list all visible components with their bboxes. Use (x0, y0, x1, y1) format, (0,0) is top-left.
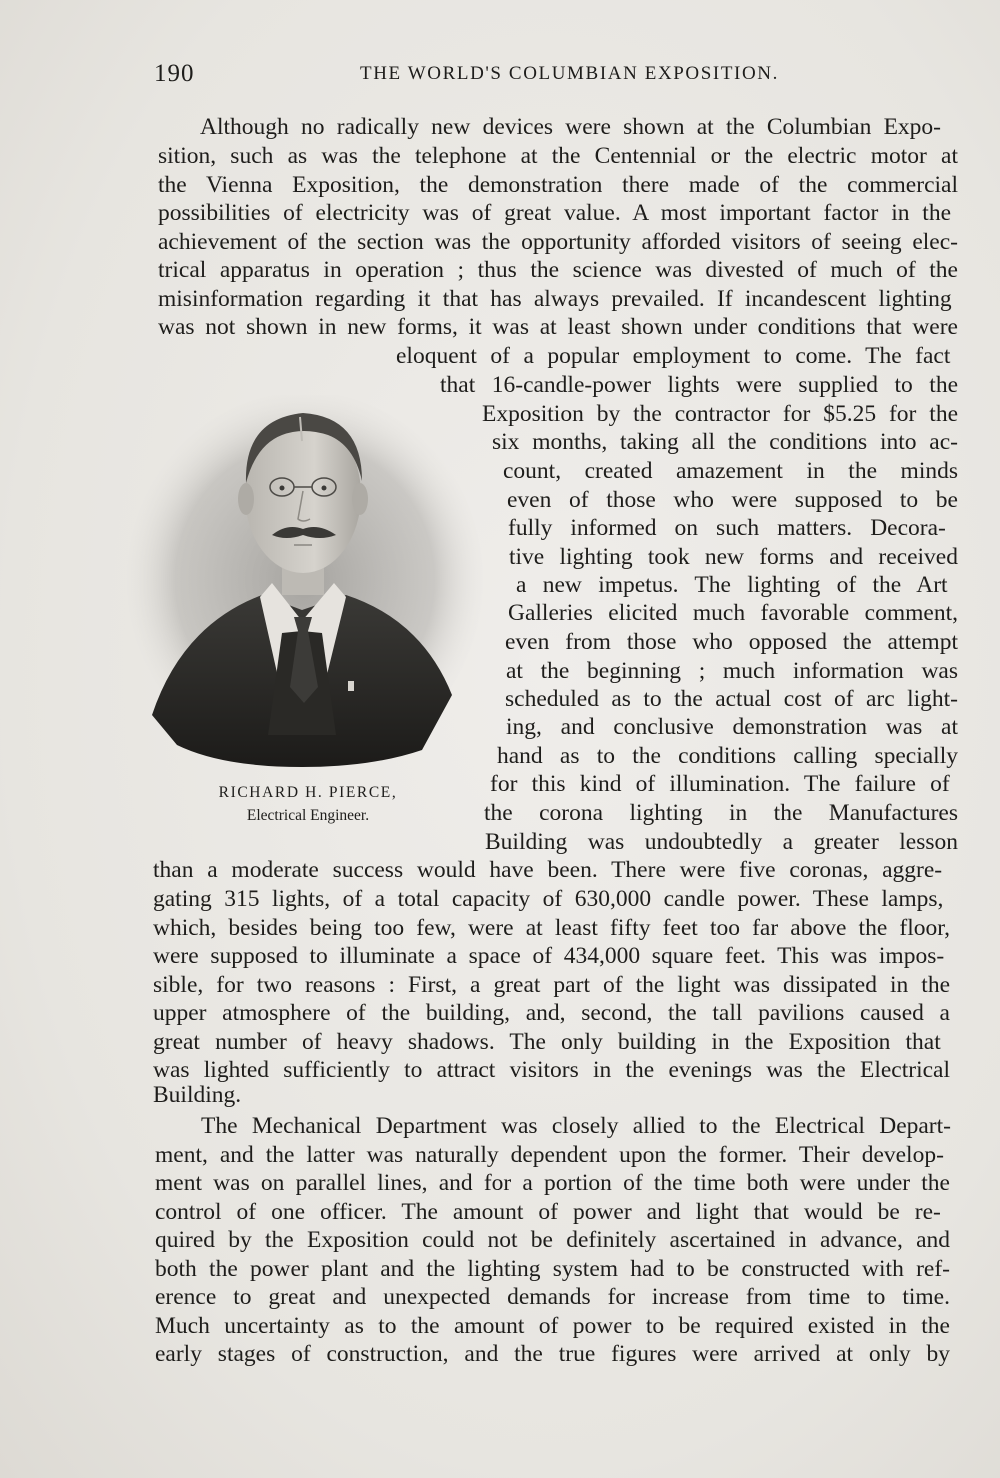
text-line: even from those who opposed the attempt (505, 629, 958, 655)
text-line: sible, for two reasons : First, a great part of the light was dissipated in the (153, 972, 950, 998)
text-line: than a moderate success would have been. There were five coronas, aggre- (153, 857, 943, 883)
text-line: Much uncertainty as to the amount of power to be required existed in the (155, 1313, 950, 1339)
text-line: The Mechanical Department was closely allied to the Electrical Depart- (201, 1113, 951, 1139)
page-header (150, 60, 940, 96)
text-line: count, created amazement in the minds (503, 458, 958, 484)
text-line: the Vienna Exposition, the demonstration there made of the commercial (158, 172, 958, 198)
text-line: scheduled as to the actual cost of arc light- (505, 686, 958, 712)
text-line: Galleries elicited much favorable comment, (508, 600, 958, 626)
text-line: for this kind of illumination. The failure of (490, 771, 950, 797)
text-line: Building. (153, 1082, 242, 1108)
portrait-illustration (122, 395, 484, 775)
text-line: erence to great and unexpected demands for increase from time to time. (155, 1284, 950, 1310)
text-line: six months, taking all the conditions into ac- (492, 429, 958, 455)
text-line: even of those who were supposed to be (507, 487, 958, 513)
text-line: quired by the Exposition could not be definitely ascertained in advance, and (155, 1227, 950, 1253)
text-line: Exposition by the contractor for $5.25 for the (482, 401, 958, 427)
text-line: hand as to the conditions calling specially (497, 743, 958, 769)
text-line: was lighted sufficiently to attract visitors in the evenings was the Electrical (153, 1057, 950, 1083)
text-line: gating 315 lights, of a total capacity of 630,000 candle power. These lamps, (153, 886, 944, 912)
running-head: THE WORLD'S COLUMBIAN EXPOSITION. (360, 63, 779, 84)
text-line: early stages of construction, and the true figures were arrived at only by (155, 1341, 950, 1367)
text-line: the corona lighting in the Manufactures (484, 800, 958, 826)
text-line: which, besides being too few, were at least fifty feet too far above the floor, (153, 915, 950, 941)
text-line: ment, and the latter was naturally dependent upon the former. Their develop- (155, 1142, 944, 1168)
text-line: ment was on parallel lines, and for a portion of the time both were under the (155, 1170, 950, 1196)
text-line: great number of heavy shadows. The only building in the Exposition that (153, 1029, 941, 1055)
text-line: ing, and conclusive demonstration was at (506, 714, 958, 740)
text-line: that 16-candle-power lights were supplied to the (440, 372, 958, 398)
text-line: fully informed on such matters. Decora- (508, 515, 946, 541)
text-line: possibilities of electricity was of great value. A most important factor in the (158, 200, 952, 226)
caption-role: Electrical Engineer. (246, 807, 370, 824)
text-line: at the beginning ; much information was (506, 658, 958, 684)
text-line: were supposed to illuminate a space of 434,000 square feet. This was impos- (153, 943, 945, 969)
text-line: upper atmosphere of the building, and, second, the tall pavilions caused a (153, 1000, 950, 1026)
text-line: control of one officer. The amount of power and light that would be re- (155, 1199, 941, 1225)
text-line: misinformation regarding it that has always prevailed. If incandescent lighting (158, 286, 952, 312)
page-number: 190 (154, 60, 195, 87)
text-line: tive lighting took new forms and received (509, 544, 958, 570)
text-line: a new impetus. The lighting of the Art (516, 572, 948, 598)
text-line: eloquent of a popular employment to come. The fact (396, 343, 951, 369)
caption-name: RICHARD H. PIERCE, (218, 784, 398, 801)
text-line: sition, such as was the telephone at the Centennial or the electric motor at (158, 143, 958, 169)
portrait-engraving (122, 395, 484, 775)
text-line: both the power plant and the lighting system had to be constructed with ref- (155, 1256, 950, 1282)
text-line: was not shown in new forms, it was at least shown under conditions that were (158, 314, 958, 340)
text-line: trical apparatus in operation ; thus the science was divested of much of the (158, 257, 958, 283)
text-line: Building was undoubtedly a greater lesson (485, 829, 958, 855)
text-line: achievement of the section was the opportunity afforded visitors of seeing elec- (158, 229, 958, 255)
text-line: Although no radically new devices were shown at the Columbian Expo- (200, 114, 941, 140)
